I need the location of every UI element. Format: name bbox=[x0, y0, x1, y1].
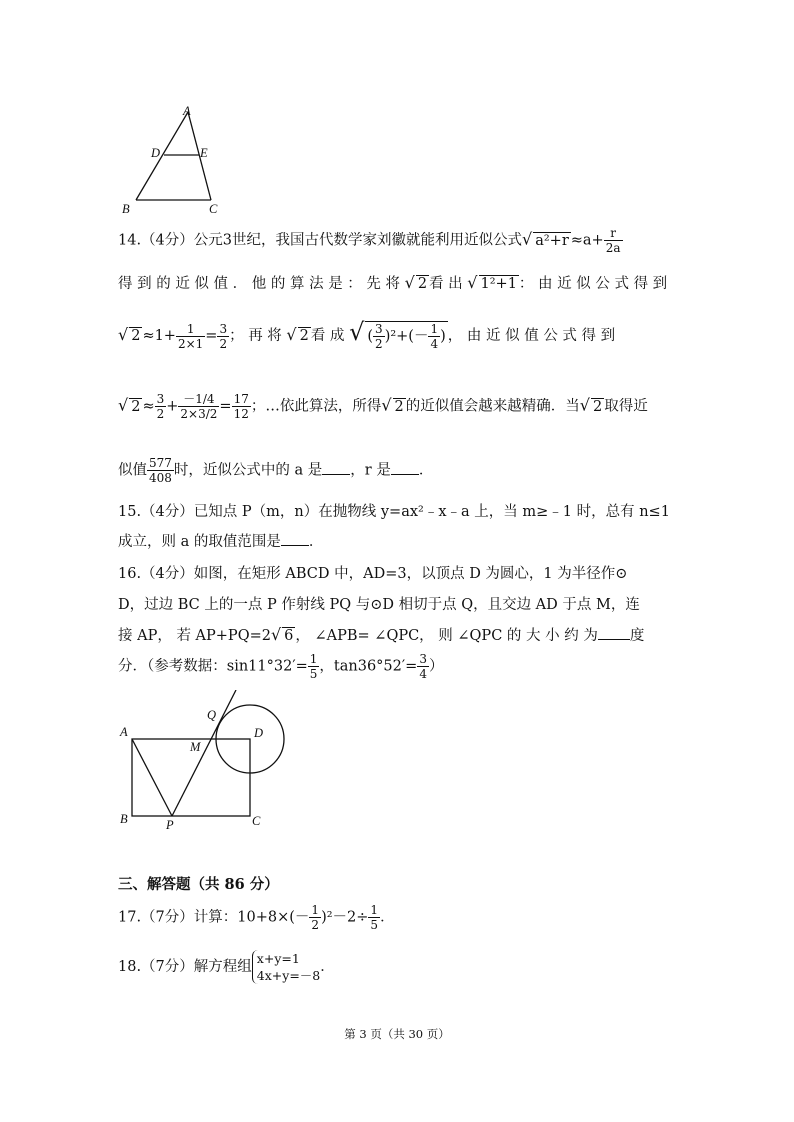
q14-l3-big-radicand: ( $\frac{3}{2}$ )²+(－ $\frac{1}{4}$ ) bbox=[367, 321, 446, 351]
fig1-label-a: A bbox=[183, 104, 191, 118]
q14-l3-b: 看 成 bbox=[310, 328, 345, 344]
q16-line4-c: ） bbox=[428, 658, 444, 675]
q14-line2-radicand: 1²+1 bbox=[480, 276, 517, 292]
q14-l5-end: ． bbox=[418, 462, 434, 479]
q18-eq2: 4x+y=－8 bbox=[256, 968, 321, 983]
q14-formula-frac bbox=[604, 226, 623, 255]
q14-line2 bbox=[118, 272, 667, 293]
q14-l3-sqrt2: 2 bbox=[131, 328, 141, 344]
frac-denominator: 2a bbox=[605, 241, 621, 255]
frac-numerator: r bbox=[604, 226, 623, 241]
q14-l5-a: 似值 bbox=[118, 462, 147, 479]
q14-line2-b: 看 出 bbox=[429, 276, 463, 292]
frac-denominator: 2 bbox=[375, 336, 383, 351]
q14-line5 bbox=[118, 456, 433, 485]
q16-sqrt6: 6 bbox=[284, 628, 294, 644]
q17-frac2 bbox=[368, 903, 380, 932]
q14-formula-radicand: a²+r bbox=[535, 232, 569, 249]
q17-a: 17.（7分）计算：10+8×(－ bbox=[118, 909, 310, 926]
q14-l4-eq: = bbox=[219, 398, 232, 415]
frac-numerator: 577 bbox=[149, 456, 172, 470]
sqrt-sign: √ bbox=[286, 325, 297, 344]
q16-line3-c: 度 bbox=[629, 628, 645, 644]
q14-l3-rad-frac2 bbox=[428, 322, 440, 351]
q14-l3-eq: = bbox=[205, 328, 218, 344]
q14-l4-a: ；…依此算法，所得 bbox=[250, 398, 382, 415]
answer-blank[interactable] bbox=[391, 462, 419, 475]
fig2-label-b: B bbox=[120, 812, 128, 826]
frac-denominator: 4 bbox=[430, 336, 439, 351]
q14-line2-a: 得 到 的 近 似 值 ． 他 的 算 法 是 ： 先 将 bbox=[118, 276, 401, 292]
frac-denominator: 5 bbox=[370, 918, 379, 932]
fig2-label-d: D bbox=[254, 726, 264, 740]
q14-l4-sqrt2b: 2 bbox=[394, 398, 404, 415]
fig1-label-c: C bbox=[209, 202, 218, 216]
q16-line1: 16.（4分）如图，在矩形 ABCD 中，AD=3，以顶点 D 为圆心，1 为半径作⊙ bbox=[118, 566, 628, 582]
frac-numerator: 1 bbox=[311, 903, 320, 917]
q15-line2-text: 成立，则 a 的取值范围是 bbox=[118, 534, 281, 550]
fig2-label-q: Q bbox=[207, 708, 217, 722]
q16-line4-b: ，tan36°52′= bbox=[319, 658, 418, 675]
frac-numerator: 17 bbox=[233, 392, 249, 406]
q14-line1 bbox=[118, 226, 623, 255]
fig2-label-p: P bbox=[166, 818, 174, 832]
sqrt-sign: √ bbox=[404, 273, 415, 292]
q14-l5-c: ，r 是 bbox=[350, 462, 391, 479]
answer-blank[interactable] bbox=[281, 533, 309, 546]
sqrt-sign: √ bbox=[579, 395, 590, 415]
q16-line3-b: ， ∠APB= ∠QPC， 则 ∠QPC 的 大 小 约 为 bbox=[295, 628, 598, 644]
q14-l5-frac bbox=[147, 456, 174, 485]
fig1-label-b: B bbox=[122, 202, 130, 216]
sqrt-sign: √ bbox=[349, 318, 365, 346]
frac-numerator: 1 bbox=[370, 903, 379, 917]
q18-a: 18.（7分）解方程组 bbox=[118, 959, 252, 975]
q14-line2-c: ： 由 近 似 公 式 得 到 bbox=[518, 276, 668, 292]
q14-l3-sqrt2b: 2 bbox=[299, 328, 309, 344]
q14-l3-rad-mid: )²+(－ bbox=[384, 328, 429, 344]
q14-l4-plus: + bbox=[166, 398, 179, 415]
q14-prefix: 14.（4分）公元3世纪，我国古代数学家刘徽就能利用近似公式 bbox=[118, 232, 523, 249]
q16-line4 bbox=[118, 652, 443, 681]
frac-denominator: 2×3/2 bbox=[180, 407, 218, 421]
frac-denominator: 5 bbox=[309, 667, 318, 681]
q14-l4-bigfrac bbox=[178, 392, 219, 421]
q14-l3-c: ， 由 近 似 值 公 式 得 到 bbox=[447, 328, 616, 344]
sqrt-sign: √ bbox=[270, 625, 282, 644]
answer-blank[interactable] bbox=[322, 462, 350, 475]
q15-end: ． bbox=[308, 534, 324, 550]
q16-frac2 bbox=[417, 652, 429, 681]
q14-l4-c: 取得近 bbox=[604, 398, 648, 415]
q14-l3-approx: ≈1+ bbox=[142, 328, 176, 344]
q17-c: ． bbox=[380, 909, 395, 926]
sqrt-sign: √ bbox=[467, 273, 478, 292]
sqrt-sign: √ bbox=[381, 395, 392, 415]
sqrt-sign: √ bbox=[118, 325, 129, 344]
fig2-label-c: C bbox=[252, 814, 261, 828]
q14-l3-frac2 bbox=[217, 322, 229, 351]
frac-numerator: 3 bbox=[419, 652, 427, 666]
q14-l4-b: 的近似值会越来越精确．当 bbox=[405, 398, 580, 415]
q14-sqrt2: 2 bbox=[417, 276, 428, 292]
frac-denominator: 2×1 bbox=[177, 336, 204, 351]
q14-l4-approx: ≈ bbox=[142, 398, 155, 415]
fig2-label-m: M bbox=[190, 740, 201, 754]
frac-numerator: 3 bbox=[375, 321, 383, 336]
frac-numerator: 1 bbox=[176, 322, 205, 337]
frac-numerator: 3 bbox=[156, 392, 165, 406]
q18-line bbox=[118, 950, 335, 984]
frac-numerator: 3 bbox=[219, 321, 228, 336]
q14-l5-b: 时，近似公式中的 a 是 bbox=[173, 462, 323, 479]
q14-l3-frac1 bbox=[176, 322, 205, 351]
fig1-label-e: E bbox=[200, 146, 208, 160]
q14-l4-frac2 bbox=[232, 392, 251, 421]
sqrt-sign: √ bbox=[522, 229, 533, 249]
q14-l3-a: ； 再 将 bbox=[229, 328, 282, 344]
section-title: 三、解答题（共 86 分） bbox=[118, 876, 279, 893]
q18-equation-system bbox=[252, 950, 320, 984]
frac-numerator: 1 bbox=[430, 321, 439, 336]
sqrt-sign: √ bbox=[118, 395, 129, 415]
q14-l4-frac1 bbox=[155, 392, 167, 421]
q15-line2 bbox=[118, 530, 323, 551]
frac-numerator: 1 bbox=[309, 652, 318, 666]
frac-denominator: 4 bbox=[419, 667, 427, 681]
frac-denominator: 408 bbox=[149, 471, 172, 485]
q18-eq1: x+y=1 bbox=[256, 951, 300, 966]
q17-frac1 bbox=[309, 903, 321, 932]
q15-line1: 15.（4分）已知点 P（m，n）在抛物线 y=ax²﹣x﹣a 上，当 m≥﹣1 时，总有 n≤1 bbox=[118, 504, 670, 520]
frac-denominator: 12 bbox=[233, 407, 249, 421]
q14-line4 bbox=[118, 392, 648, 421]
q16-frac1 bbox=[308, 652, 320, 681]
q14-line3 bbox=[118, 318, 615, 351]
answer-blank[interactable] bbox=[598, 627, 630, 640]
fig1-label-d: D bbox=[151, 146, 161, 160]
q16-line3 bbox=[118, 624, 644, 645]
q17-line bbox=[118, 903, 395, 932]
q14-l4-sqrt2: 2 bbox=[131, 398, 141, 415]
fig2-label-a: A bbox=[120, 725, 128, 739]
q14-l3-rad-frac1 bbox=[373, 322, 385, 351]
page-footer: 第 3 页（共 30 页） bbox=[344, 1027, 450, 1041]
q14-l4-sqrt2c: 2 bbox=[592, 398, 603, 415]
frac-numerator: －1/4 bbox=[178, 392, 219, 407]
frac-denominator: 2 bbox=[219, 336, 228, 351]
frac-denominator: 2 bbox=[311, 918, 320, 932]
q16-line2: D，过边 BC 上的一点 P 作射线 PQ 与⊙D 相切于点 Q，且交边 AD 于点 M，连 bbox=[118, 597, 640, 613]
q14-formula-approx: ≈a+ bbox=[570, 232, 604, 249]
q18-c: ． bbox=[320, 959, 335, 975]
frac-denominator: 2 bbox=[156, 407, 165, 421]
q16-line4-a: 分．（参考数据：sin11°32′= bbox=[118, 658, 308, 675]
q17-b: )²－2÷ bbox=[321, 909, 369, 926]
q16-line3-a: 接 AP， 若 AP+PQ=2 bbox=[118, 628, 271, 644]
